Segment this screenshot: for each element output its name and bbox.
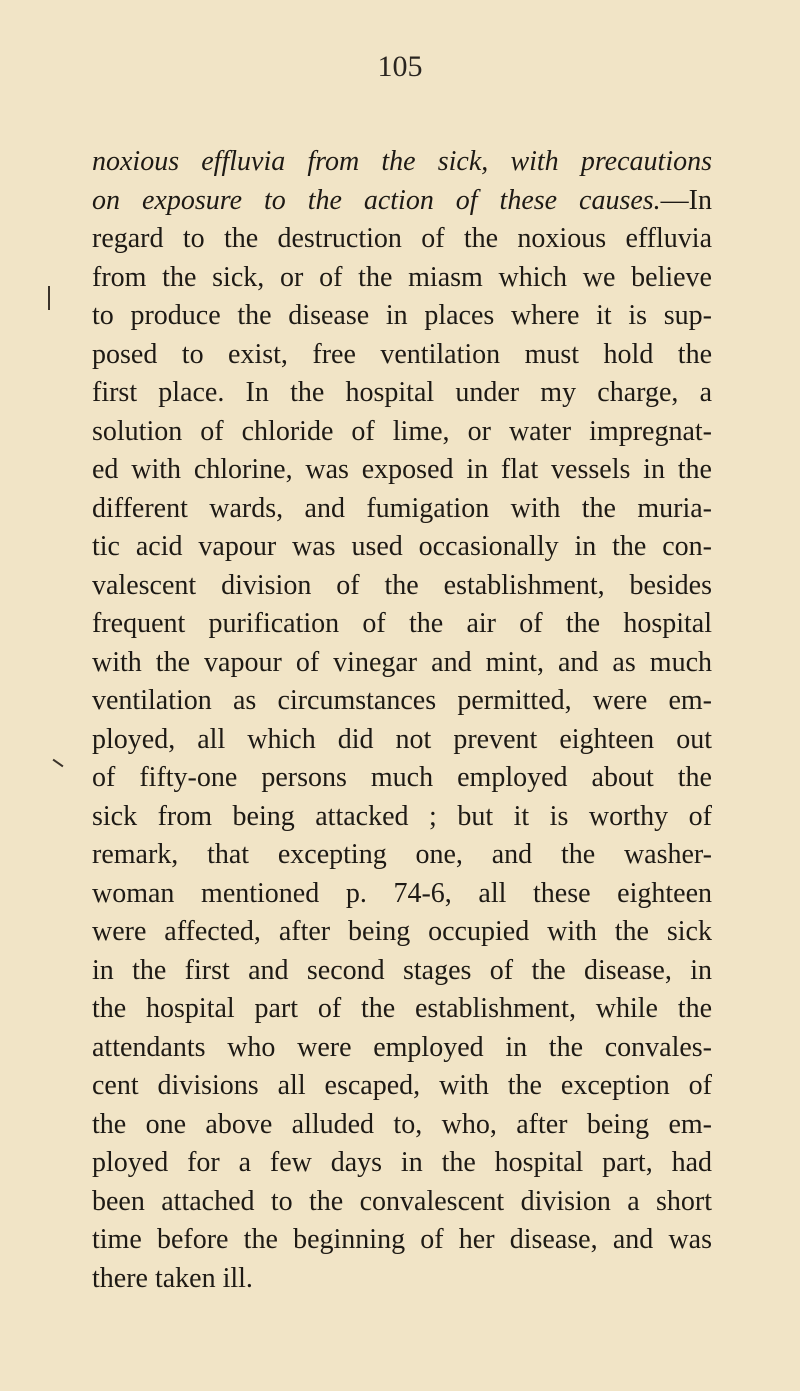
text-line: valescent division of the establishment, besides [92,569,712,601]
text-line: first place. In the hospital under my charge, a [92,377,712,408]
text-line: ployed, all which did not prevent eighteen out [92,723,712,755]
text-line: attendants who were employed in the convales- [92,1031,712,1063]
text-line: ventilation as circumstances permitted, were em- [92,685,712,716]
margin-mark [53,759,64,768]
text-line: there taken ill. [92,1262,253,1294]
text-line: frequent purification of the air of the hospital [92,608,712,639]
text-line: were affected, after being occupied with the sick [92,916,712,947]
text-line: different wards, and fumigation with the muria- [92,492,712,524]
text-line: ployed for a few days in the hospital part, had [92,1147,712,1178]
text-line: cent divisions all escaped, with the exception of [92,1070,712,1101]
body-text [92,143,712,1298]
text-line: noxious effluvia from the sick, with precautions [92,146,712,177]
text-line: tic acid vapour was used occasionally in the con- [92,531,712,562]
margin-mark [48,286,50,310]
text-line: woman mentioned p. 74-6, all these eighteen [92,877,712,909]
text-line: posed to exist, free ventilation must hold the [92,338,712,370]
italic-heading-end: on exposure to the action of these causes. [92,184,661,216]
text-line: to produce the disease in places where it is sup- [92,300,712,331]
text-line: of fifty-one persons much employed about the [92,762,712,793]
text-line: ed with chlorine, was exposed in flat vessels in the [92,454,712,485]
text-line: the one above alluded to, who, after being em- [92,1108,712,1140]
text-line: been attached to the convalescent division a short [92,1185,712,1217]
text-line: with the vapour of vinegar and mint, and as much [92,646,712,678]
text-line: remark, that excepting one, and the washer- [92,839,712,870]
text-line [92,182,712,221]
page-number: 105 [377,50,423,83]
text-line: the hospital part of the establishment, while the [92,993,712,1024]
text-line: from the sick, or of the miasm which we believe [92,261,712,293]
text-line: solution of chloride of lime, or water impregnat- [92,415,712,447]
text-line: time before the beginning of her disease, and was [92,1224,712,1255]
text-line: regard to the destruction of the noxious effluvia [92,223,712,254]
line-tail: —In [660,184,712,216]
text-line: sick from being attacked ; but it is worthy of [92,800,712,832]
text-line: in the first and second stages of the disease, in [92,954,712,986]
